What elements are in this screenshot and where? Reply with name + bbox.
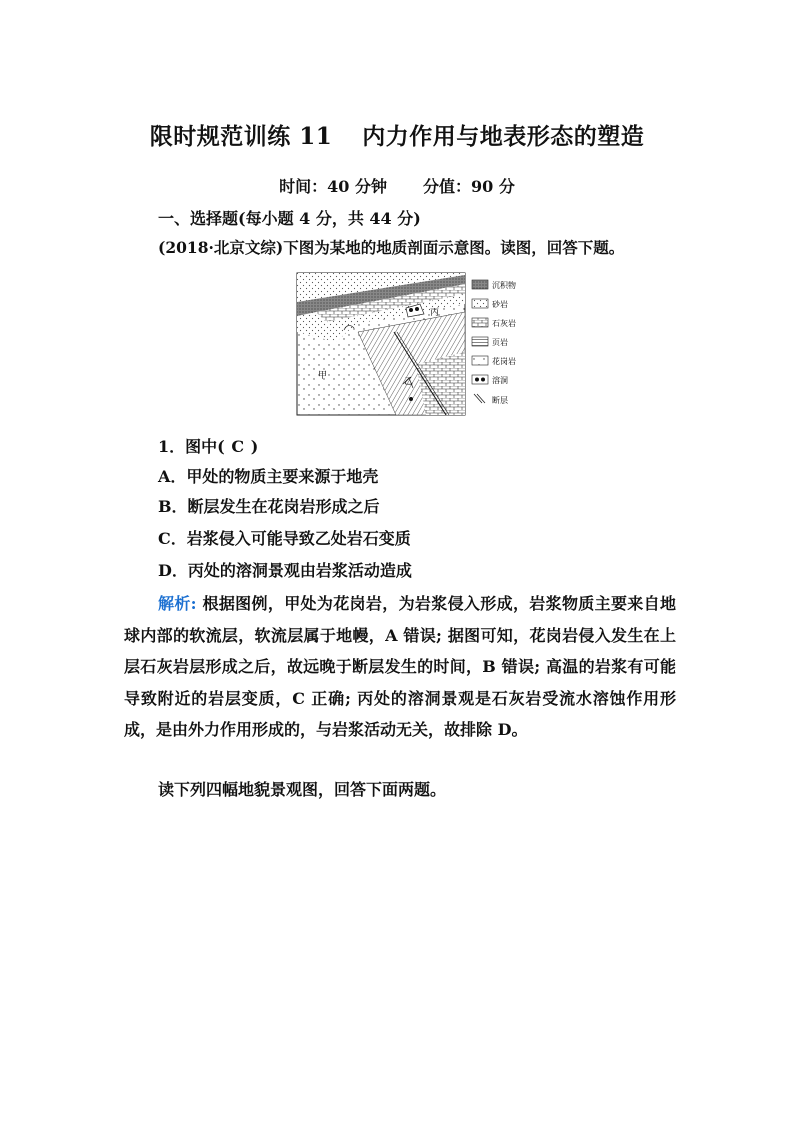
analysis-text: 根据图例，甲处为花岗岩，为岩浆侵入形成，岩浆物质主要来自地球内部的软流层，软流层属于地幔，A 错误; 据图可知，花岗岩侵入发生在上层石灰岩层形成之后，故远晚于断层发生的时间，B 错误; 高温的岩浆有可能导致附近的岩层变质，C 正确; 丙处的溶洞景观是石灰岩受流水溶蚀作用形成，是由外力作用形成的，与岩浆活动无关，故排除 D。 xyxy=(124,594,676,739)
title-main: 限时规范训练 11 xyxy=(149,123,333,150)
next-question-prompt: 读下列四幅地貌景观图，回答下面两题。 xyxy=(158,780,447,799)
option-d: D．丙处的溶洞景观由岩浆活动造成 xyxy=(158,561,412,580)
option-c: C．岩浆侵入可能导致乙处岩石变质 xyxy=(158,529,411,548)
question-1-stem: 1．图中( C ) xyxy=(158,437,259,456)
analysis-paragraph xyxy=(124,588,676,746)
option-b: B．断层发生在花岗岩形成之后 xyxy=(158,497,380,516)
option-a: A．甲处的物质主要来源于地壳 xyxy=(158,467,379,486)
analysis-label: 解析: xyxy=(158,594,197,613)
score-info: 分值：90 分 xyxy=(423,177,515,196)
label-yi: 乙 xyxy=(404,377,414,387)
legend-shale: 页岩 xyxy=(492,338,508,347)
answer-value: C xyxy=(231,437,245,456)
legend-cave: 溶洞 xyxy=(492,376,508,385)
figure-legend xyxy=(472,280,516,405)
label-bing: 丙 xyxy=(430,308,440,318)
time-info: 时间：40 分钟 xyxy=(279,177,387,196)
exam-meta xyxy=(0,174,794,197)
legend-sandstone: 砂岩 xyxy=(492,300,508,309)
section-heading: 一、选择题(每小题 4 分，共 44 分) xyxy=(158,209,421,228)
legend-fault: 断层 xyxy=(492,396,508,405)
legend-limestone: 石灰岩 xyxy=(492,319,516,328)
title-sub: 内力作用与地表形态的塑造 xyxy=(362,123,645,150)
question-source: (2018·北京文综)下图为某地的地质剖面示意图。读图，回答下题。 xyxy=(158,238,625,257)
page-title xyxy=(0,118,794,151)
legend-granite: 花岗岩 xyxy=(492,357,516,366)
label-jia: 甲 xyxy=(318,371,328,381)
geologic-section-figure xyxy=(296,272,540,418)
legend-sediment: 沉积物 xyxy=(492,281,516,290)
